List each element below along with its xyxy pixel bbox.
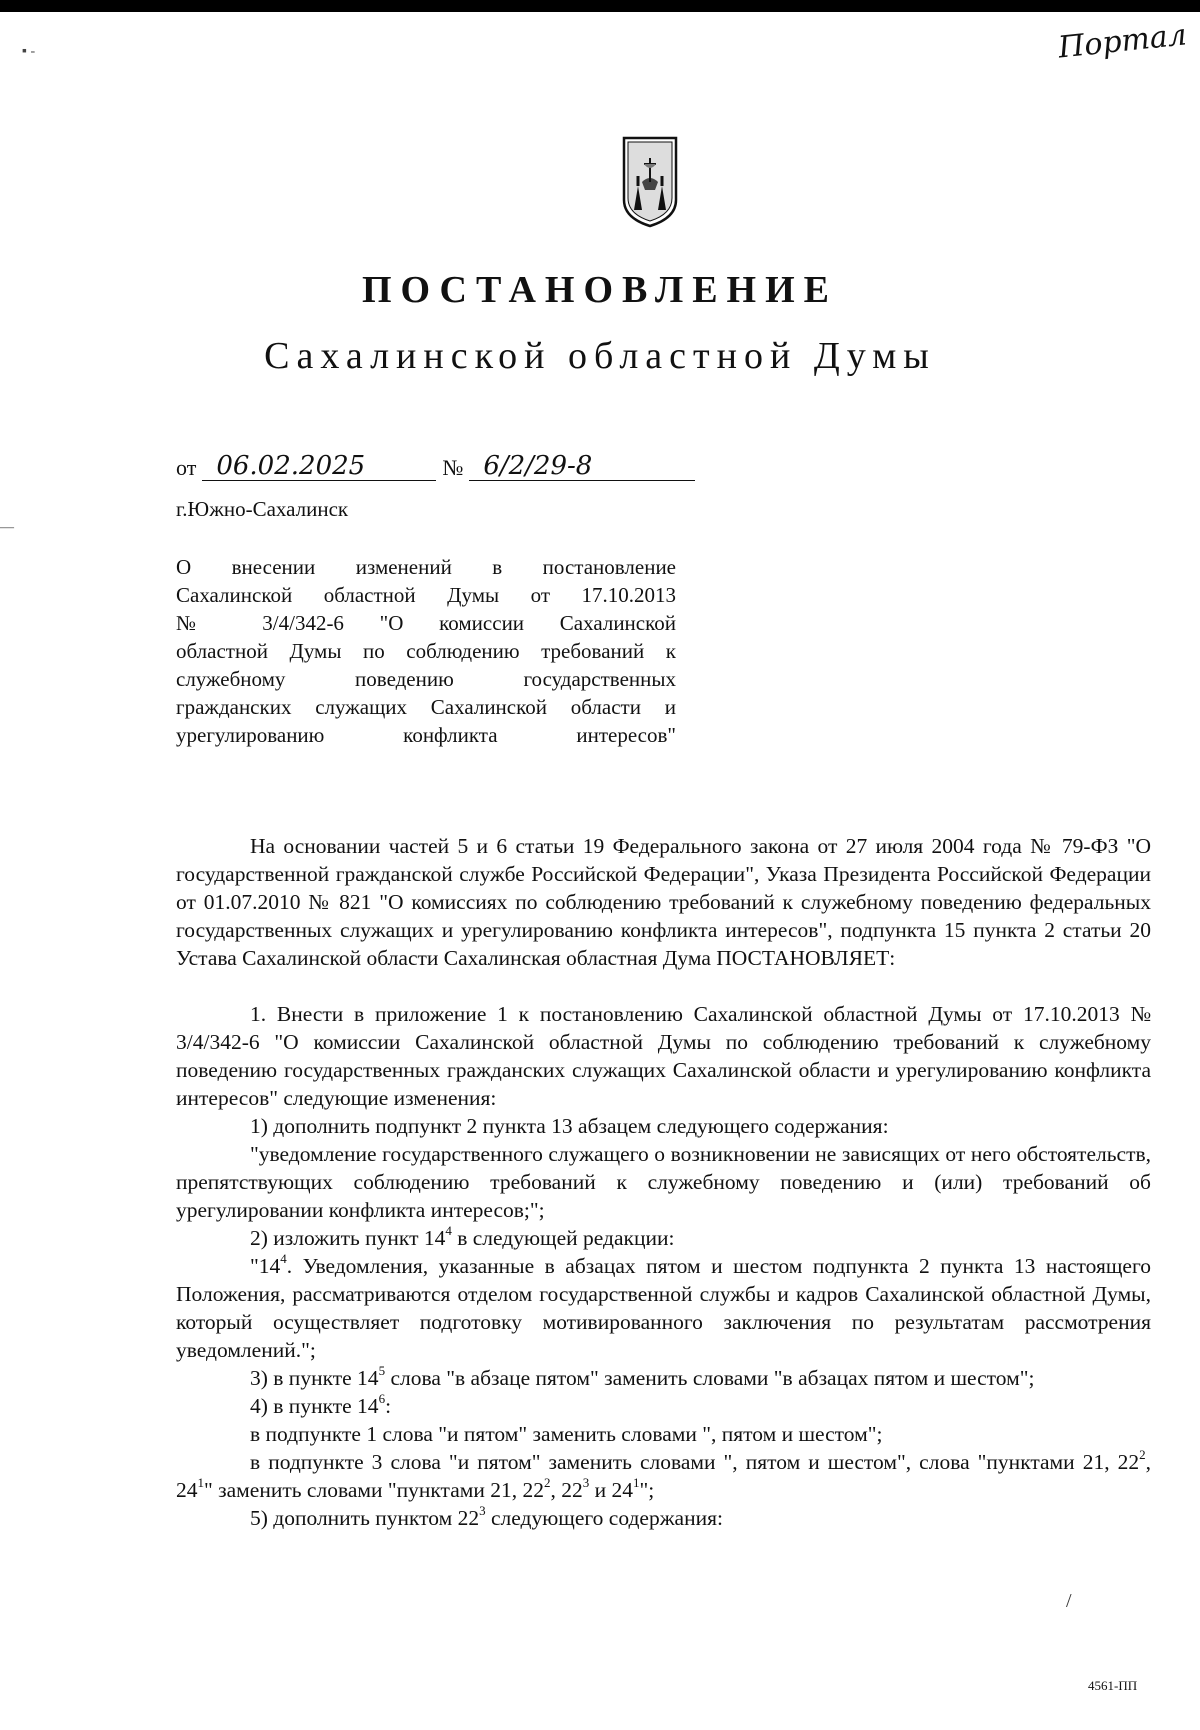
subitem-2 [176, 1224, 1151, 1252]
subitem-3-text: слова "в абзаце пятом" заменить словами "в абзацах пятом и шестом"; [385, 1366, 1035, 1390]
superscript: 5 [378, 1362, 386, 1378]
subject-line: Сахалинской областной Думы от 17.10.2013 [176, 583, 676, 607]
date-number-line [176, 452, 695, 481]
subitem-4-line-2-text: в подпункте 3 слова "и пятом" заменить словами ", пятом и шестом", слова "пунктами 21, 22 [250, 1450, 1140, 1474]
superscript: 4 [280, 1250, 287, 1266]
subject-line: гражданских служащих Сахалинской области и [176, 695, 676, 719]
subject-line: О внесении изменений в постановление [176, 555, 676, 579]
subitem-4-text: : [385, 1394, 392, 1418]
subject-line: областной Думы по соблюдению требований к [176, 639, 676, 663]
subject-line: урегулированию конфликта интересов" [176, 723, 676, 747]
subitem-4-line-2-text: "; [639, 1478, 655, 1502]
subitem-4 [176, 1392, 1151, 1420]
item-1-paragraph: 1. Внести в приложение 1 к постановлению Сахалинской областной Думы от 17.10.2013 № 3/4/342-6 "О комиссии Сахалинской областной Думы по соблюдению требований к служебному поведению государственных гражданских служащих Сахалинской области и урегулированию конфликта интересов" следующие изменения: [176, 1002, 1151, 1110]
document-body [176, 832, 1151, 1532]
number-prefix: № [442, 455, 464, 480]
superscript: 3 [479, 1502, 486, 1518]
subitem-4-line-2-text: и 24 [589, 1478, 633, 1502]
subitem-4-line-2 [176, 1448, 1151, 1504]
superscript: 2 [1139, 1446, 1146, 1462]
scan-speck: ▪ - [22, 44, 36, 59]
subitem-5-text: следующего содержания: [485, 1506, 723, 1530]
city: г.Южно-Сахалинск [176, 497, 349, 521]
document-title: ПОСТАНОВЛЕНИЕ [361, 269, 839, 311]
superscript: 2 [543, 1474, 551, 1490]
subitem-3-text: 3) в пункте 14 [250, 1366, 379, 1390]
superscript: 4 [445, 1222, 452, 1238]
subitem-2-text: в следующей редакции: [451, 1226, 675, 1250]
subitem-4-line-2-text: " заменить словами "пунктами 21, 22 [204, 1478, 544, 1502]
subitem-5 [176, 1504, 1151, 1532]
scan-speck: — [0, 520, 14, 535]
document-subtitle: Сахалинской областной Думы [264, 335, 936, 377]
subitem-2-text: 2) изложить пункт 14 [250, 1226, 446, 1250]
quote-2 [176, 1252, 1151, 1364]
subitem-4-text: 4) в пункте 14 [250, 1394, 379, 1418]
subitem-4-line-2-text: , 24 [176, 1450, 1151, 1502]
quote-1: "уведомление государственного служащего о возникновении не зависящих от него обстоятельств, препятствующих соблюдению требований к служебному поведению и (или) требований об урегулировании конфликта интересов;"; [176, 1142, 1151, 1222]
quote-2-text: . Уведомления, указанные в абзацах пятом и шестом подпункта 2 пункта 13 настоящего Положения, рассматриваются отделом государственной службы и кадров Сахалинской областной Думы, который осуществляет подготовку мотивированного заключения по результатам рассмотрения уведомлений."; [176, 1254, 1151, 1362]
handwritten-number: 6/2/29-8 [469, 452, 695, 481]
scan-top-border [0, 0, 1200, 12]
subitem-1: 1) дополнить подпункт 2 пункта 13 абзацем следующего содержания: [250, 1114, 889, 1138]
subject-line: служебному поведению государственных [176, 667, 676, 691]
document-subject [176, 553, 676, 749]
subject-line: № 3/4/342-6 "О комиссии Сахалинской [176, 611, 676, 635]
superscript: 1 [633, 1474, 640, 1490]
quote-2-text: "14 [250, 1254, 281, 1278]
subitem-5-text: 5) дополнить пунктом 22 [250, 1506, 480, 1530]
date-prefix: от [176, 455, 197, 480]
superscript: 1 [197, 1474, 204, 1490]
footer-pen-mark: / [1066, 1590, 1072, 1612]
subitem-4-line-2-text: , 22 [550, 1478, 583, 1502]
footer-document-code: 4561-ПП [1088, 1678, 1138, 1693]
subitem-4-line-1: в подпункте 1 слова "и пятом" заменить словами ", пятом и шестом"; [250, 1422, 883, 1446]
superscript: 3 [582, 1474, 590, 1490]
subitem-3 [176, 1364, 1151, 1392]
superscript: 6 [378, 1390, 386, 1406]
preamble-paragraph: На основании частей 5 и 6 статьи 19 Федерального закона от 27 июля 2004 года № 79-ФЗ "О государственной гражданской службе Российской Федерации", Указа Президента Российской Федерации от 01.07.2010 № 821 "О комиссиях по соблюдению требований к служебному поведению федеральных государственных служащих и урегулированию конфликта интересов", подпункта 15 пункта 2 статьи 20 Устава Сахалинской области Сахалинская областная Дума ПОСТАНОВЛЯЕТ: [176, 834, 1151, 970]
handwritten-date: 06.02.2025 [202, 452, 436, 481]
handwritten-note: Портал [1056, 17, 1189, 66]
coat-of-arms-emblem [622, 136, 678, 228]
